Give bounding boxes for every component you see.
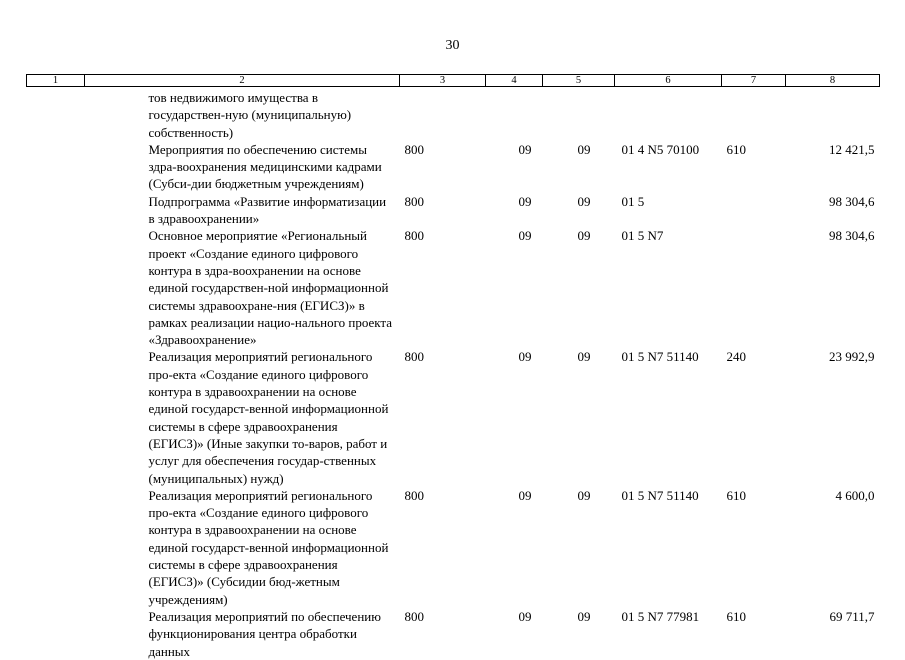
row-sum: 98 304,6 <box>829 193 875 209</box>
row-sum <box>786 87 880 141</box>
row-rz: 09 <box>518 487 532 503</box>
row-sum: 12 421,5 <box>829 141 875 157</box>
row-pr: 09 <box>577 193 591 209</box>
row-name: Основное мероприятие «Региональный проект «Создание единого цифрового контура в здра-воохранении на основе единой государствен-ной информационной системы здравоохране-ния (ЕГИСЗ)» в рамках реализации нацио-нального проекта «Здравоохранение» <box>148 228 393 348</box>
row-ved: 800 <box>404 487 424 503</box>
row-rz: 09 <box>518 141 532 157</box>
row-vr <box>722 193 786 228</box>
row-vr: 610 <box>726 487 746 503</box>
table-row <box>27 608 880 660</box>
column-number-header: 2 <box>85 75 400 87</box>
row-sum: 23 992,9 <box>829 349 875 365</box>
row-name: Подпрограмма «Развитие информатизации в здравоохранении» <box>148 193 387 227</box>
page-number: 30 <box>445 38 460 53</box>
table-row <box>27 141 880 193</box>
row-vr <box>722 227 786 348</box>
column-number-header-row <box>27 75 880 87</box>
row-ved: 800 <box>404 141 424 157</box>
row-pr: 09 <box>577 349 591 365</box>
column-number-header: 8 <box>786 75 880 87</box>
row-csr <box>615 87 722 141</box>
row-vr: 240 <box>726 349 746 365</box>
row-pr: 09 <box>577 608 591 624</box>
column-number-header: 6 <box>615 75 722 87</box>
row-csr: 01 5 N7 51140 <box>621 349 699 365</box>
row-ved: 800 <box>404 193 424 209</box>
row-rz: 09 <box>518 228 532 244</box>
table-row <box>27 227 880 348</box>
table-row <box>27 193 880 228</box>
row-rz: 09 <box>518 608 532 624</box>
row-name: Реализация мероприятий по обеспечению функционирования центра обработки данных <box>148 608 381 659</box>
row-ved: 800 <box>404 608 424 624</box>
table-row <box>27 87 880 141</box>
table-row <box>27 348 880 486</box>
row-vr: 610 <box>726 141 746 157</box>
row-name: тов недвижимого имущества в государствен-ную (муниципальную) собственность) <box>148 90 352 140</box>
row-csr: 01 4 N5 70100 <box>621 141 700 157</box>
row-rz: 09 <box>518 349 532 365</box>
column-number-header: 7 <box>722 75 786 87</box>
row-sum: 4 600,0 <box>835 487 875 503</box>
row-vr <box>722 87 786 141</box>
row-sum: 69 711,7 <box>829 608 875 624</box>
column-number-header: 3 <box>400 75 486 87</box>
budget-table <box>26 74 880 660</box>
column-number-header: 4 <box>486 75 543 87</box>
column-number-header: 5 <box>543 75 615 87</box>
row-name: Мероприятия по обеспечению системы здра-воохранения медицинскими кадрами (Субси-дии бюджетным учреждениям) <box>148 141 382 192</box>
column-number-header: 1 <box>27 75 85 87</box>
row-pr <box>543 87 615 141</box>
row-pr: 09 <box>577 141 591 157</box>
row-rz <box>486 87 543 141</box>
row-csr: 01 5 <box>621 193 645 209</box>
row-ved <box>400 87 486 141</box>
row-csr: 01 5 N7 <box>621 228 664 244</box>
row-name: Реализация мероприятий регионального про-екта «Создание единого цифрового контура в здравоохранении на основе единой государст-венной информационной системы в сфере здравоохранения (ЕГИСЗ)» (Субсидии бюд-жетным учреждениям) <box>148 487 389 607</box>
row-csr: 01 5 N7 51140 <box>621 487 699 503</box>
row-csr: 01 5 N7 77981 <box>621 608 700 624</box>
row-vr: 610 <box>726 608 746 624</box>
row-name: Реализация мероприятий регионального про-екта «Создание единого цифрового контура в здравоохранении на основе единой государст-венной информационной системы в сфере здравоохранения (ЕГИСЗ)» (Иные закупки то-варов, работ и услуг для обеспечения государ-ственных (муниципальных) нужд) <box>148 349 389 486</box>
row-ved: 800 <box>404 349 424 365</box>
row-ved: 800 <box>404 228 424 244</box>
row-pr: 09 <box>577 487 591 503</box>
table-row <box>27 487 880 608</box>
row-rz: 09 <box>518 193 532 209</box>
row-pr: 09 <box>577 228 591 244</box>
row-sum: 98 304,6 <box>829 228 875 244</box>
